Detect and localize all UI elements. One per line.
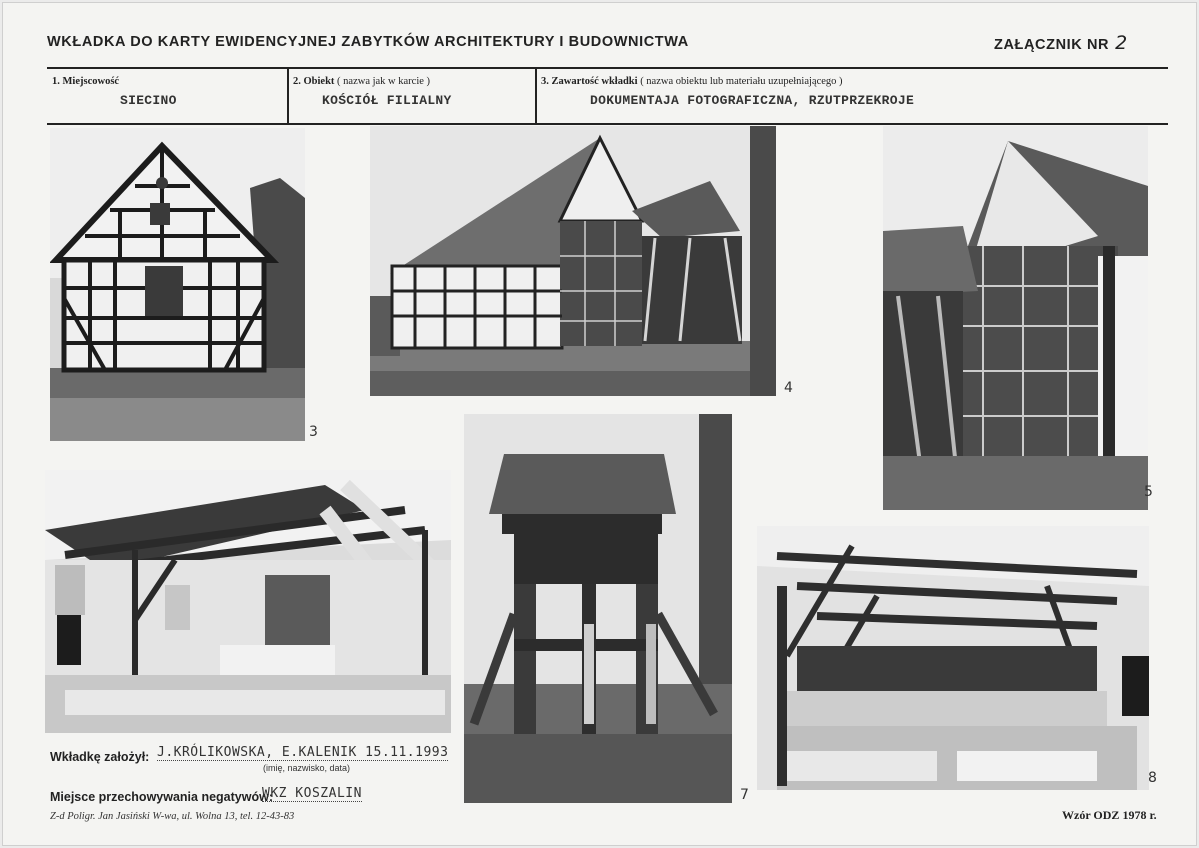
object-label (293, 76, 430, 87)
photo-number-3: 3 (309, 424, 318, 440)
form-model: Wzór ODZ 1978 r. (1062, 808, 1157, 822)
negatives-value: WKZ KOSZALIN (262, 786, 362, 801)
locality-label-text: Miejscowość (62, 76, 120, 87)
printer-imprint: Z-d Poligr. Jan Jasiński W-wa, ul. Wolna 13, tel. 12-43-83 (50, 811, 295, 822)
content-label (541, 76, 843, 87)
object-hint: ( nazwa jak w karcie ) (337, 76, 431, 87)
content-hint: ( nazwa obiektu lub materiału uzupełniającego ) (640, 76, 843, 87)
created-by-value: J.KRÓLIKOWSKA, E.KALENIK 15.11.1993 (157, 745, 449, 760)
object-number: 2. (293, 76, 301, 87)
content-number: 3. (541, 76, 549, 87)
photo-side-view (370, 126, 776, 396)
photo-interior-altar (45, 470, 451, 733)
locality-number: 1. (52, 76, 60, 87)
photo-gable-facade (50, 128, 305, 441)
sheet-title: WKŁADKA DO KARTY EWIDENCYJNEJ ZABYTKÓW ARCHITEKTURY I BUDOWNICTWA (47, 34, 689, 50)
created-by-label: Wkładkę założył: (50, 750, 150, 764)
locality-value: SIECINO (120, 93, 177, 108)
photo-number-4: 4 (784, 380, 793, 396)
photo-gable-belfry (883, 126, 1148, 510)
photo-number-7: 7 (740, 787, 749, 803)
field-divider-1 (287, 68, 289, 124)
created-by-hint: (imię, nazwisko, data) (263, 763, 351, 773)
photo-number-5: 5 (1144, 484, 1153, 500)
object-value: KOŚCIÓŁ FILIALNY (322, 93, 452, 108)
photo-belfry (464, 414, 732, 803)
annex-number: 2 (1115, 32, 1128, 54)
content-label-text: Zawartość wkładki (551, 76, 638, 87)
locality-label (52, 76, 119, 87)
header-top-rule (47, 67, 1168, 69)
object-label-text: Obiekt (303, 76, 335, 87)
header-bottom-rule (47, 123, 1168, 125)
annex-label-text: ZAŁĄCZNIK NR (994, 37, 1110, 53)
content-value: DOKUMENTAJA FOTOGRAFICZNA, RZUTPRZEKROJE (590, 93, 915, 108)
field-divider-2 (535, 68, 537, 124)
photo-number-8: 8 (1148, 770, 1157, 786)
negatives-label: Miejsce przechowywania negatywów: (50, 790, 273, 804)
annex-label (994, 32, 1128, 54)
photo-interior-gallery (757, 526, 1149, 790)
